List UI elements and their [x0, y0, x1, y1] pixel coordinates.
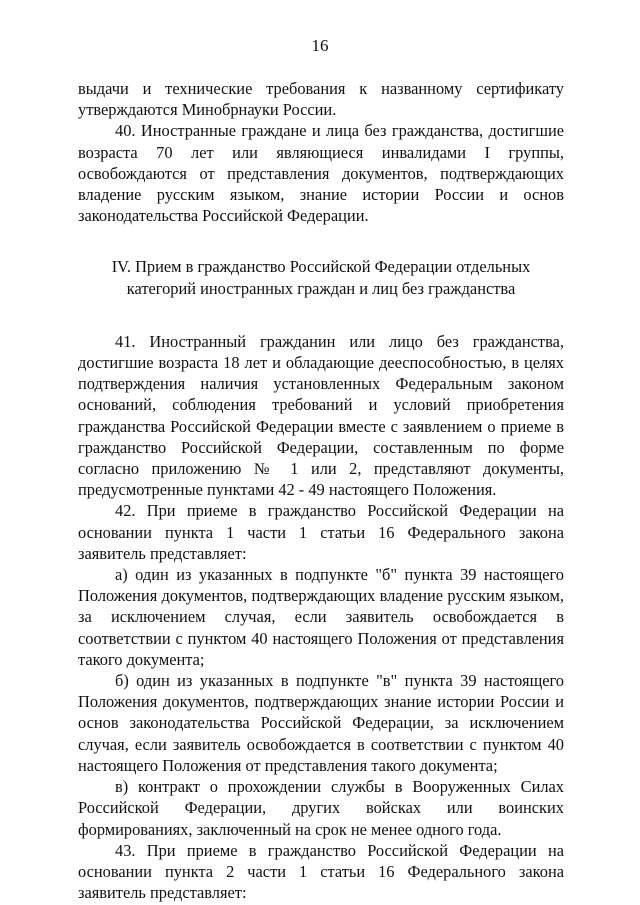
paragraph-continuation: выдачи и технические требования к названному сертификату утверждаются Минобрнауки России. — [78, 79, 564, 120]
paragraph-43: 43. При приеме в гражданство Российской Федерации на основании пункта 2 части 1 статьи 16 Федерального закона заявитель представляет: — [78, 840, 564, 903]
document-body — [78, 78, 564, 903]
paragraph-41: 41. Иностранный гражданин или лицо без гражданства, достигшие возраста 18 лет и обладающие дееспособностью, в целях подтверждения наличия установленных Федеральным законом оснований, соблюдения требований и условий приобретения гражданства Российской Федерации вместе с заявлением о приеме в гражданство Российской Федерации, составленным по форме согласно приложению № 1 или 2, представляют документы, предусмотренные пунктами 42 - 49 настоящего Положения. — [78, 331, 564, 500]
section-heading-line-2: категорий иностранных граждан и лиц без гражданства — [126, 278, 516, 298]
paragraph-42: 42. При приеме в гражданство Российской Федерации на основании пункта 1 части 1 статьи 16 Федерального закона заявитель представляет: — [78, 501, 564, 563]
paragraph-42-item-b: б) один из указанных в подпункте "в" пункта 39 настоящего Положения документов, подтверждающих знание истории России и основ законодательства Российской Федерации, за исключением случая, если заявитель освобождается в соответствии с пунктом 40 настоящего Положения от представления такого документа; — [78, 671, 564, 775]
page-number: 16 — [311, 36, 329, 55]
paragraph-40: 40. Иностранные граждане и лица без гражданства, достигшие возраста 70 лет или являющиеся инвалидами I группы, освобождаются от представления документов, подтверждающих владение русским языком, знание истории России и основ законодательства Российской Федерации. — [78, 121, 564, 226]
paragraph-42-item-v: в) контракт о прохождении службы в Вооруженных Силах Российской Федерации, других войсках или воинских формированиях, заключенный на срок не менее одного года. — [78, 777, 564, 839]
section-heading-line-1: IV. Прием в гражданство Российской Федерации отдельных — [111, 257, 531, 277]
paragraph-42-item-a: а) один из указанных в подпункте "б" пункта 39 настоящего Положения документов, подтверждающих владение русским языком, за исключением случая, если заявитель освобождается в соответствии с пунктом 40 настоящего Положения от представления такого документа; — [78, 565, 564, 669]
section-heading — [78, 256, 564, 298]
